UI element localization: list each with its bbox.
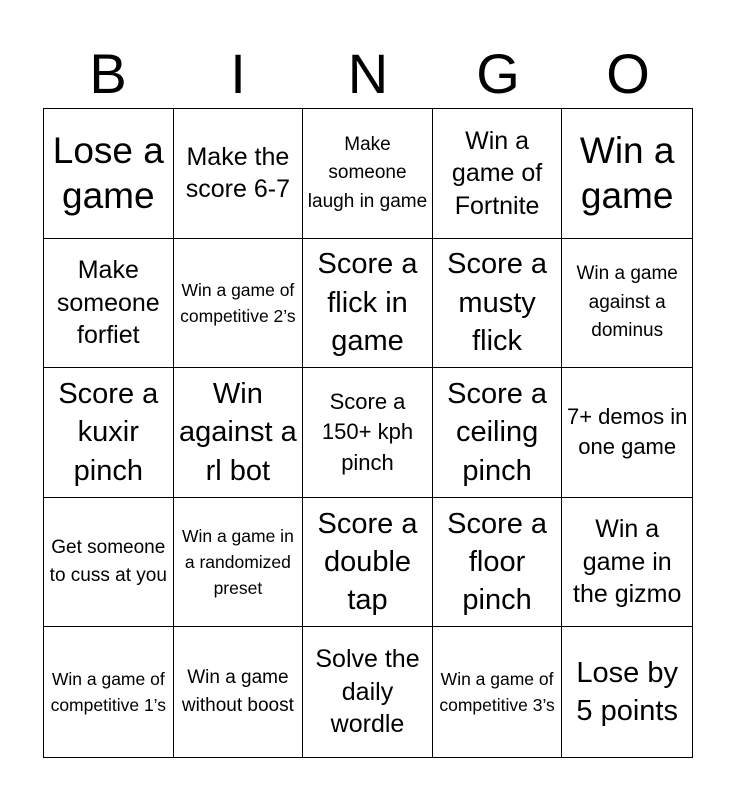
bingo-cell-r5-c1[interactable] bbox=[44, 627, 174, 757]
bingo-cell-r5-c3[interactable] bbox=[303, 627, 433, 757]
bingo-cell-text: Get someone to cuss at you bbox=[49, 536, 167, 587]
bingo-cell-r2-c2[interactable] bbox=[174, 239, 304, 369]
bingo-cell-r4-c3[interactable] bbox=[303, 498, 433, 628]
bingo-cell-text: Win a game in the gizmo bbox=[573, 515, 682, 609]
bingo-cell-text: Win a game of Fortnite bbox=[451, 126, 543, 220]
bingo-cell-r4-c1[interactable] bbox=[44, 498, 174, 628]
bingo-cell-r1-c4[interactable] bbox=[433, 109, 563, 239]
bingo-cell-text: Score a floor pinch bbox=[447, 507, 548, 617]
bingo-cell-r3-c4[interactable] bbox=[433, 368, 563, 498]
bingo-cell-r4-c4[interactable] bbox=[433, 498, 563, 628]
bingo-cell-text: Lose by 5 points bbox=[576, 656, 678, 728]
bingo-cell-text: Win a game of competitive 3’s bbox=[439, 668, 555, 716]
bingo-cell-r1-c1[interactable] bbox=[44, 109, 174, 239]
bingo-board bbox=[43, 108, 693, 758]
bingo-cell-r1-c5[interactable] bbox=[562, 109, 692, 239]
bingo-cell-r5-c4[interactable] bbox=[433, 627, 563, 757]
bingo-cell-r3-c2[interactable] bbox=[174, 368, 304, 498]
header-letter-o: O bbox=[606, 42, 650, 105]
bingo-cell-r5-c2[interactable] bbox=[174, 627, 304, 757]
bingo-cell-text: Make someone laugh in game bbox=[307, 133, 428, 212]
bingo-cell-r1-c3[interactable] bbox=[303, 109, 433, 239]
bingo-header bbox=[43, 40, 693, 108]
header-letter-b: B bbox=[89, 42, 127, 105]
bingo-cell-text: Win a game against a dominus bbox=[576, 263, 678, 342]
bingo-cell-text: Win a game of competitive 2’s bbox=[180, 279, 296, 326]
bingo-cell-r4-c2[interactable] bbox=[174, 498, 304, 628]
bingo-cell-r3-c5[interactable] bbox=[562, 368, 692, 498]
bingo-cell-r2-c3[interactable] bbox=[303, 239, 433, 369]
bingo-cell-text: Win a game in a randomized preset bbox=[181, 525, 294, 599]
bingo-cell-r2-c4[interactable] bbox=[433, 239, 563, 369]
bingo-cell-text: Win a game of competitive 1’s bbox=[50, 668, 167, 716]
bingo-cell-text: Make someone forfiet bbox=[56, 256, 160, 350]
bingo-cell-text: Score a double tap bbox=[317, 507, 418, 617]
bingo-cell-text: 7+ demos in one game bbox=[566, 404, 688, 460]
bingo-cell-r4-c5[interactable] bbox=[562, 498, 692, 628]
bingo-cell-text: Solve the daily wordle bbox=[315, 645, 420, 739]
bingo-cell-r2-c1[interactable] bbox=[44, 239, 174, 369]
bingo-cell-r1-c2[interactable] bbox=[174, 109, 304, 239]
bingo-cell-text: Win a game bbox=[579, 130, 675, 217]
bingo-cell-text: Win a game without boost bbox=[181, 666, 294, 717]
bingo-cell-text: Score a ceiling pinch bbox=[447, 378, 548, 487]
bingo-cell-text: Lose a game bbox=[52, 130, 164, 217]
bingo-cell-r3-c3[interactable] bbox=[303, 368, 433, 498]
bingo-cell-text: Score a kuxir pinch bbox=[58, 378, 159, 487]
header-letter-i: I bbox=[230, 42, 246, 105]
bingo-cell-r2-c5[interactable] bbox=[562, 239, 692, 369]
bingo-cell-text: Score a 150+ kph pinch bbox=[321, 388, 414, 475]
bingo-cell-r5-c5[interactable] bbox=[562, 627, 692, 757]
bingo-cell-text: Score a musty flick bbox=[447, 248, 548, 358]
header-letter-n: N bbox=[347, 42, 389, 105]
bingo-cell-text: Score a flick in game bbox=[317, 248, 418, 358]
header-letter-g: G bbox=[476, 42, 520, 105]
bingo-cell-text: Win against a rl bot bbox=[179, 378, 297, 487]
bingo-cell-text: Make the score 6-7 bbox=[185, 142, 290, 204]
bingo-cell-r3-c1[interactable] bbox=[44, 368, 174, 498]
